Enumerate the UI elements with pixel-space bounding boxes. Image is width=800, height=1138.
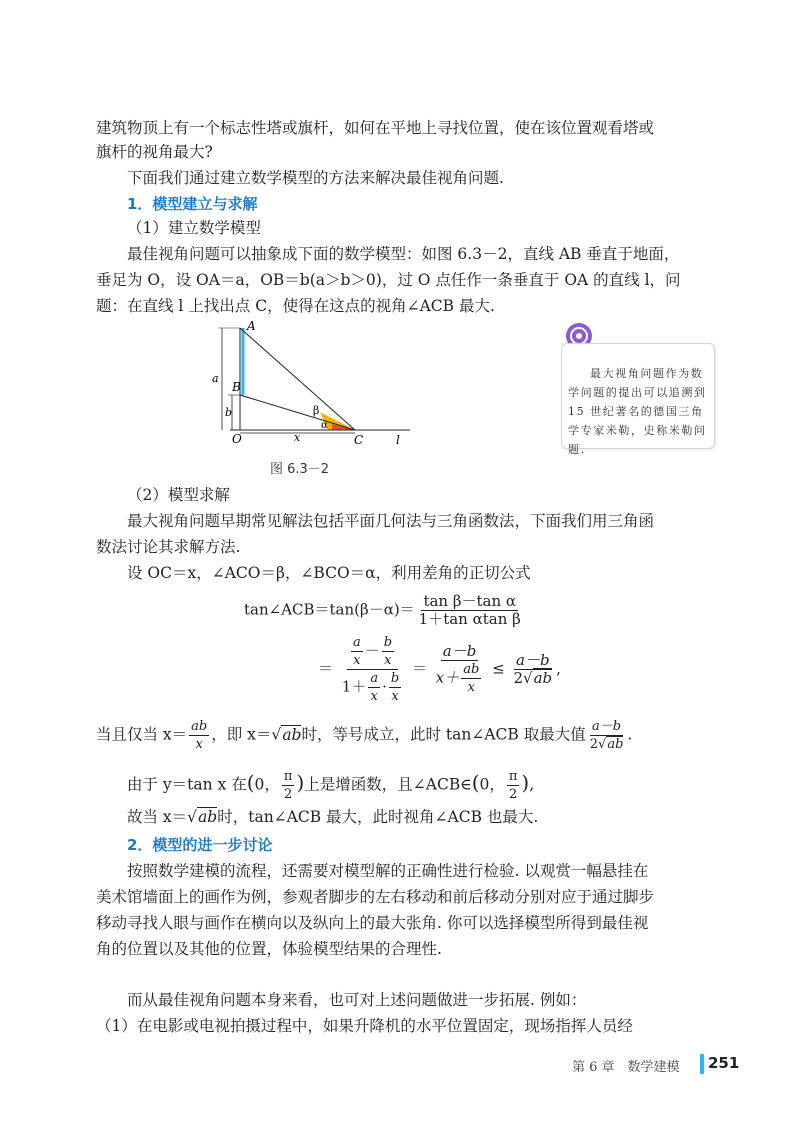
text-line: 角的位置以及其他的位置，体验模型结果的合理性.: [96, 940, 442, 958]
section-heading: 2．模型的进一步讨论: [127, 836, 273, 854]
label-beta: β: [313, 404, 320, 417]
section-heading: 1．模型建立与求解: [127, 195, 258, 213]
text-line: 美术馆墙面上的画作为例，参观者脚步的左右移动和前后移动分别对应于通过脚步: [96, 888, 655, 906]
text-line: 下面我们通过建立数学模型的方法来解决最佳视角问题.: [127, 169, 504, 187]
text-line: 而从最佳视角问题本身来看，也可对上述问题做进一步拓展. 例如：: [127, 991, 587, 1009]
side-note: [561, 343, 715, 456]
chapter-label: 第 6 章 数学建模: [572, 1060, 680, 1075]
label-x-length: x: [294, 431, 301, 444]
text-line: 移动寻找人眼与画作在横向以及纵向上的最大张角. 你可以选择模型所得到最佳视: [96, 914, 649, 932]
text-line: 设 OC＝x，∠ACO＝β，∠BCO＝α，利用差角的正切公式: [127, 564, 531, 582]
text-line: 最大视角问题早期常见解法包括平面几何法与三角函数法，下面我们用三角函: [127, 512, 655, 530]
text-line: 按照数学建模的流程，还需要对模型解的正确性进行检验. 以观赏一幅悬挂在: [127, 862, 649, 880]
line-ac: [240, 328, 355, 430]
line-bc: [240, 395, 355, 430]
label-a-point: A: [247, 320, 256, 333]
conclusion-line-2: 由于 y＝tan x 在(0， $\frac{\pi}{2}$ )上是增函数，且∠ACB∈(0， $\frac{\pi}{2}$ ),: [127, 769, 535, 802]
subheading: （1）建立数学模型: [127, 219, 261, 237]
page-number: 251: [708, 1054, 740, 1072]
label-l-line: l: [396, 433, 400, 447]
text-line: 垂足为 O，设 OA＝a，OB＝b(a＞b＞0)，过 O 点任作一条垂直于 OA 的直线 l，问: [96, 271, 681, 289]
formula-line-2: ＝ $\frac{a}{x}$ － $\frac{b}{x}$ 1＋ $\frac{a}{x}$ · $\frac{b}{x}$ ＝ a－b x＋ $\frac{ab}{x}$ ≤ $\frac{a-b}{2√ab}$ ,: [318, 635, 561, 704]
side-note-text: 最大视角问题作为数学问题的提出可以追溯到 15 世纪著名的德国三角学专家米勒，史称米勒问题.: [568, 367, 707, 456]
text-line: 建筑物顶上有一个标志性塔或旗杆，如何在平地上寻找位置，使在该位置观看塔或: [96, 119, 655, 137]
text-line: 旗杆的视角最大?: [96, 143, 213, 161]
text-line: 数法讨论其求解方法.: [96, 538, 241, 556]
label-c-point: C: [354, 433, 364, 447]
text-line: 题：在直线 l 上找出点 C，使得在这点的视角∠ACB 最大.: [96, 297, 495, 315]
conclusion-line-1: 当且仅当 x＝ $\frac{ab}{x}$ ，即 x＝√ab时，等号成立，此时 tan∠ACB 取最大值 $\frac{a-b}{2√ab}$ .: [96, 719, 633, 752]
page-bar: [700, 1054, 704, 1074]
text-line: （1）在电影或电视拍摄过程中，如果升降机的水平位置固定，现场指挥人员经: [96, 1017, 633, 1035]
formula-line-1: tan∠ACB＝tan(β－α)＝ $\frac{\text{tan β－tan α}}{\text{1＋tan αtan β}}$: [244, 592, 521, 628]
figure-6-3-2: [210, 320, 430, 450]
subheading: （2）模型求解: [127, 486, 230, 504]
conclusion-line-3: 故当 x＝√ab时，tan∠ACB 最大，此时视角∠ACB 也最大.: [127, 808, 539, 826]
label-o-point: O: [232, 432, 242, 446]
text-line: 最佳视角问题可以抽象成下面的数学模型：如图 6.3－2，直线 AB 垂直于地面，: [127, 245, 680, 263]
label-b-point: B: [232, 380, 241, 394]
label-alpha: α: [321, 420, 328, 431]
figure-caption: 图 6.3－2: [270, 462, 330, 477]
label-a-length: a: [212, 372, 219, 385]
label-b-length: b: [225, 406, 233, 419]
